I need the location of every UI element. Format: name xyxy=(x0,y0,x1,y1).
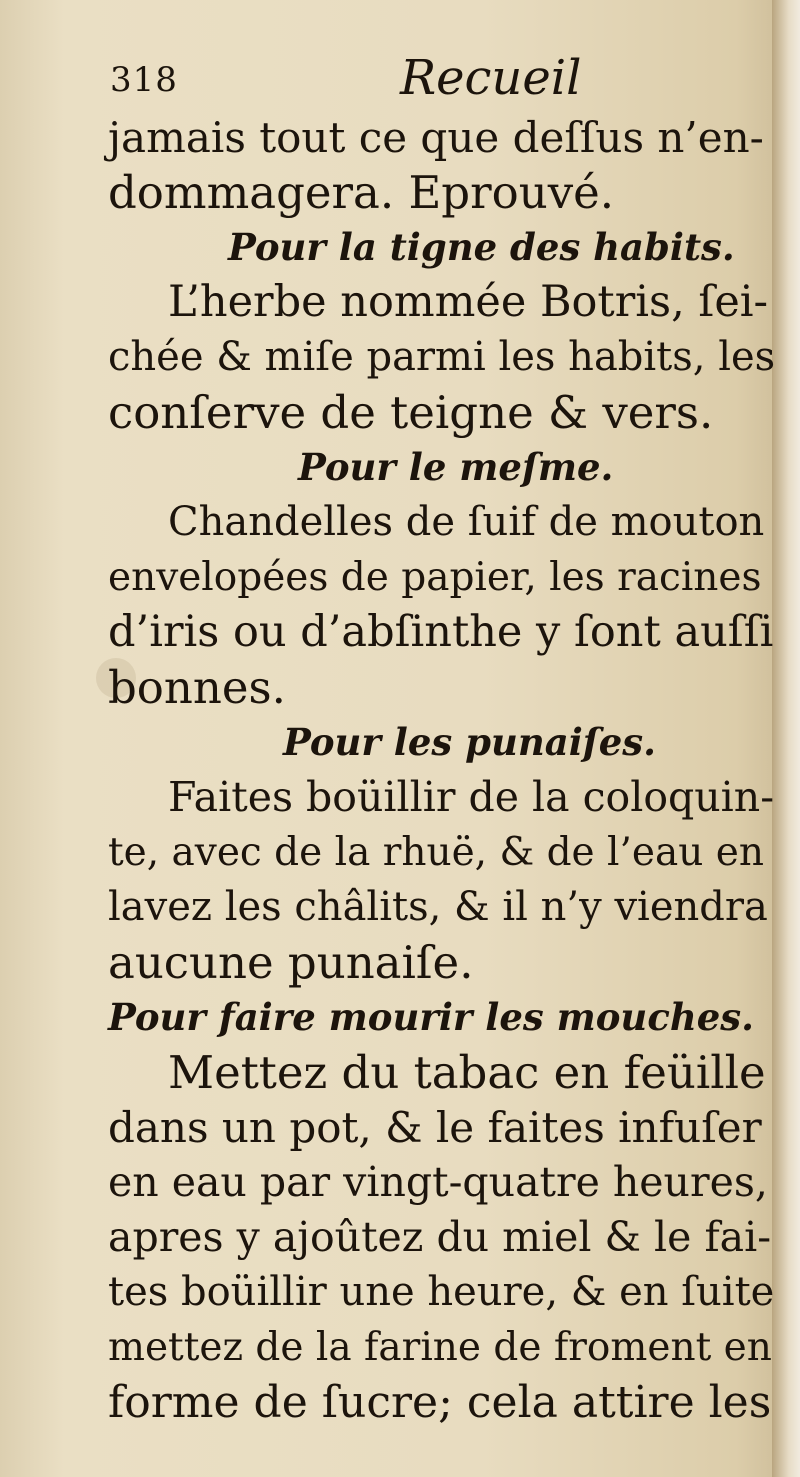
section-heading: Pour la tigne des habits. xyxy=(228,225,735,269)
page-gutter xyxy=(772,0,800,1477)
text-line: bonnes. xyxy=(108,661,286,714)
text-line: d’iris ou d’abſinthe y ſont auſſi xyxy=(108,607,774,657)
page-header xyxy=(110,42,630,112)
text-line: chée & miſe parmi les habits, les xyxy=(108,334,776,380)
text-line: aucune punaiſe. xyxy=(108,936,474,989)
text-line: Mettez du tabac en feüille xyxy=(168,1046,766,1099)
text-line: apres y ajoûtez du miel & le fai- xyxy=(108,1213,772,1261)
body-text xyxy=(108,110,776,1430)
section-heading: Pour faire mourir les mouches. xyxy=(108,995,755,1039)
text-line: Faites boüillir de la coloquin- xyxy=(168,773,775,821)
text-line: en eau par vingt-quatre heures, xyxy=(108,1158,768,1206)
text-line: jamais tout ce que deſſus n’en- xyxy=(108,113,764,162)
running-head: Recueil xyxy=(400,50,582,106)
text-line: mettez de la farine de froment en xyxy=(108,1325,772,1370)
text-line: L’herbe nommée Botris, ſei- xyxy=(168,277,769,327)
text-line: dommagera. Eprouvé. xyxy=(108,166,615,219)
section-heading: Pour le meſme. xyxy=(298,445,614,489)
text-line: Chandelles de ſuif de mouton xyxy=(168,499,765,545)
text-line: conſerve de teigne & vers. xyxy=(108,386,714,439)
text-line: tes boüillir une heure, & en ſuite xyxy=(108,1269,775,1315)
text-line: envelopées de papier, les racines xyxy=(108,555,762,600)
text-line: dans un pot, & le faites infuſer xyxy=(108,1103,762,1152)
section-heading: Pour les punaiſes. xyxy=(283,720,656,764)
text-line: lavez les châlits, & il n’y viendra xyxy=(108,884,768,930)
text-line: forme de ſucre; cela attire les xyxy=(108,1377,772,1428)
text-line: te, avec de la rhuë, & de l’eau en xyxy=(108,830,764,875)
page-number: 318 xyxy=(110,60,178,100)
